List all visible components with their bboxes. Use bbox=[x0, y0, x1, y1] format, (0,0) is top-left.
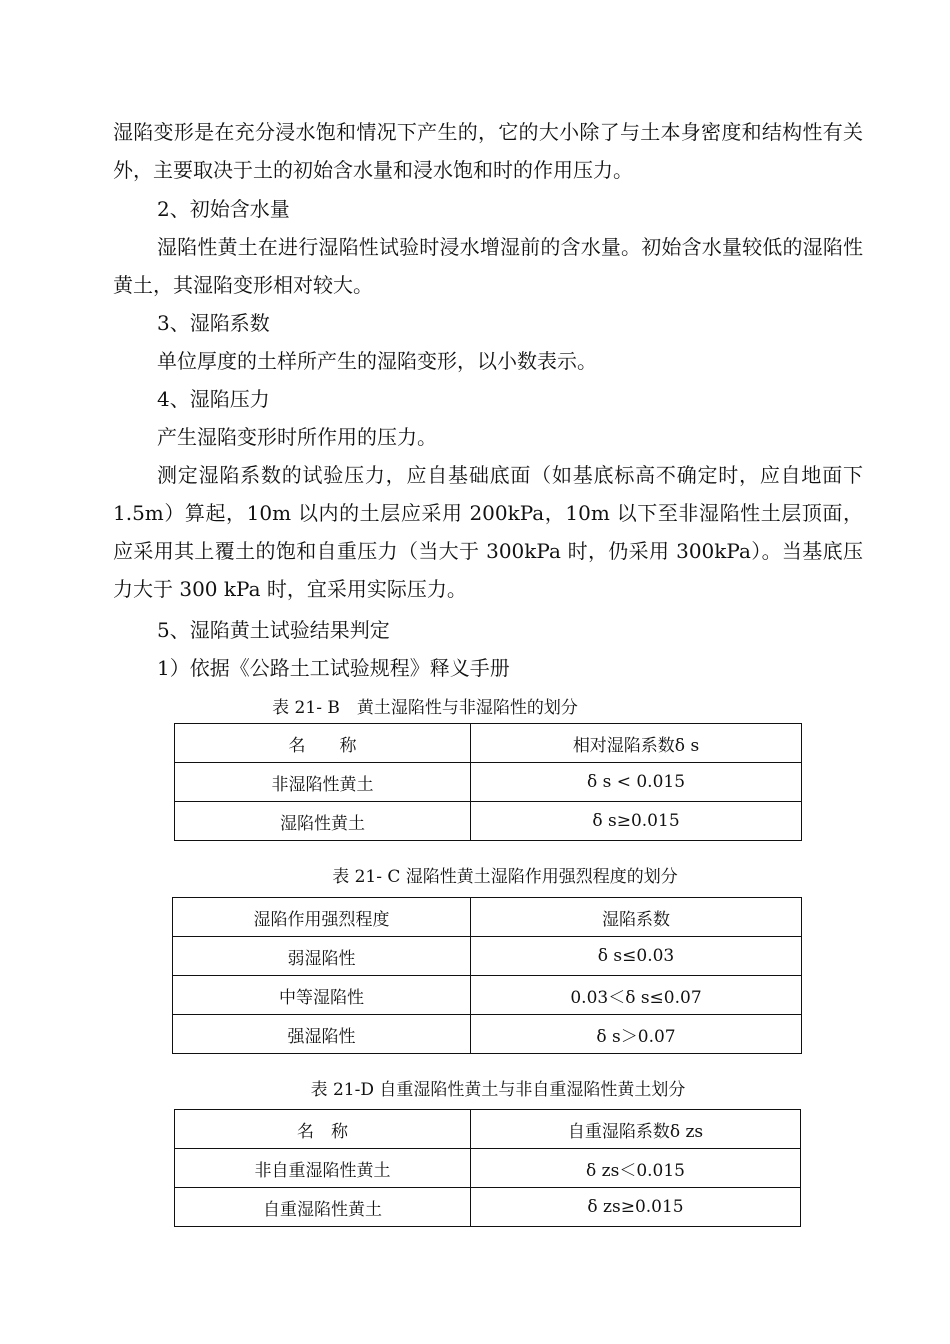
table-header-row bbox=[173, 898, 802, 937]
table-cell: 自重湿陷性黄土 bbox=[175, 1188, 471, 1227]
table-cell: δ zs＜0.015 bbox=[471, 1149, 801, 1188]
paragraph-test-pressure: 测定湿陷系数的试验压力，应自基础底面（如基底标高不确定时，应自地面下 1.5m）算起，10m 以内的土层应采用 200kPa，10m 以下至非湿陷性土层顶面，应采用其上覆土的饱和自重压力（当大于 300kPa 时，仍采用 300kPa）。当基底压力大于 300 kPa 时，宜采用实际压力。 bbox=[113, 463, 863, 601]
table-row bbox=[173, 1015, 802, 1054]
paragraph-collapse-deformation: 湿陷变形是在充分浸水饱和情况下产生的，它的大小除了与土本身密度和结构性有关外，主要取决于土的初始含水量和浸水饱和时的作用压力。 bbox=[113, 120, 863, 182]
table-c bbox=[172, 897, 802, 1054]
heading-collapse-coefficient: 3、湿陷系数 bbox=[157, 311, 270, 335]
table-header-row bbox=[175, 1110, 801, 1149]
table-cell: δ zs≥0.015 bbox=[471, 1188, 801, 1227]
table-cell: δ s < 0.015 bbox=[471, 763, 802, 802]
table-d bbox=[174, 1109, 801, 1227]
table-cell: δ s＞0.07 bbox=[471, 1015, 802, 1054]
table-header-row bbox=[175, 724, 802, 763]
table-header-cell: 相对湿陷系数δ s bbox=[471, 724, 802, 763]
heading-initial-water-content: 2、初始含水量 bbox=[157, 197, 290, 221]
table-header-cell: 湿陷系数 bbox=[471, 898, 802, 937]
table-header-cell: 湿陷作用强烈程度 bbox=[173, 898, 471, 937]
table-cell: 非自重湿陷性黄土 bbox=[175, 1149, 471, 1188]
table-cell: 湿陷性黄土 bbox=[175, 802, 471, 841]
table-row bbox=[173, 937, 802, 976]
table-cell: δ s≤0.03 bbox=[471, 937, 802, 976]
table-cell: 强湿陷性 bbox=[173, 1015, 471, 1054]
table-cell: 非湿陷性黄土 bbox=[175, 763, 471, 802]
table-row bbox=[175, 1149, 801, 1188]
table-header-cell: 名 称 bbox=[175, 1110, 471, 1149]
table-header-cell: 名 称 bbox=[175, 724, 471, 763]
table-c-caption: 表 21- C 湿陷性黄土湿陷作用强烈程度的划分 bbox=[332, 867, 678, 887]
heading-test-result-judgement: 5、湿陷黄土试验结果判定 bbox=[157, 618, 390, 642]
table-cell: 弱湿陷性 bbox=[173, 937, 471, 976]
table-d-caption: 表 21-D 自重湿陷性黄土与非自重湿陷性黄土划分 bbox=[310, 1080, 686, 1100]
paragraph-initial-water-content: 湿陷性黄土在进行湿陷性试验时浸水增湿前的含水量。初始含水量较低的湿陷性黄土，其湿陷变形相对较大。 bbox=[113, 235, 863, 297]
table-row bbox=[175, 763, 802, 802]
table-row bbox=[175, 802, 802, 841]
table-b-caption: 表 21- B 黄土湿陷性与非湿陷性的划分 bbox=[272, 698, 578, 718]
table-cell: 中等湿陷性 bbox=[173, 976, 471, 1015]
table-row bbox=[173, 976, 802, 1015]
table-header-cell: 自重湿陷系数δ zs bbox=[471, 1110, 801, 1149]
table-cell: 0.03＜δ s≤0.07 bbox=[471, 976, 802, 1015]
table-b bbox=[174, 723, 802, 841]
heading-collapse-pressure: 4、湿陷压力 bbox=[157, 387, 270, 411]
paragraph-collapse-pressure: 产生湿陷变形时所作用的压力。 bbox=[157, 425, 437, 449]
paragraph-collapse-coefficient: 单位厚度的土样所产生的湿陷变形，以小数表示。 bbox=[157, 349, 597, 373]
table-cell: δ s≥0.015 bbox=[471, 802, 802, 841]
table-row bbox=[175, 1188, 801, 1227]
heading-reference-manual: 1）依据《公路土工试验规程》释义手册 bbox=[157, 656, 510, 680]
